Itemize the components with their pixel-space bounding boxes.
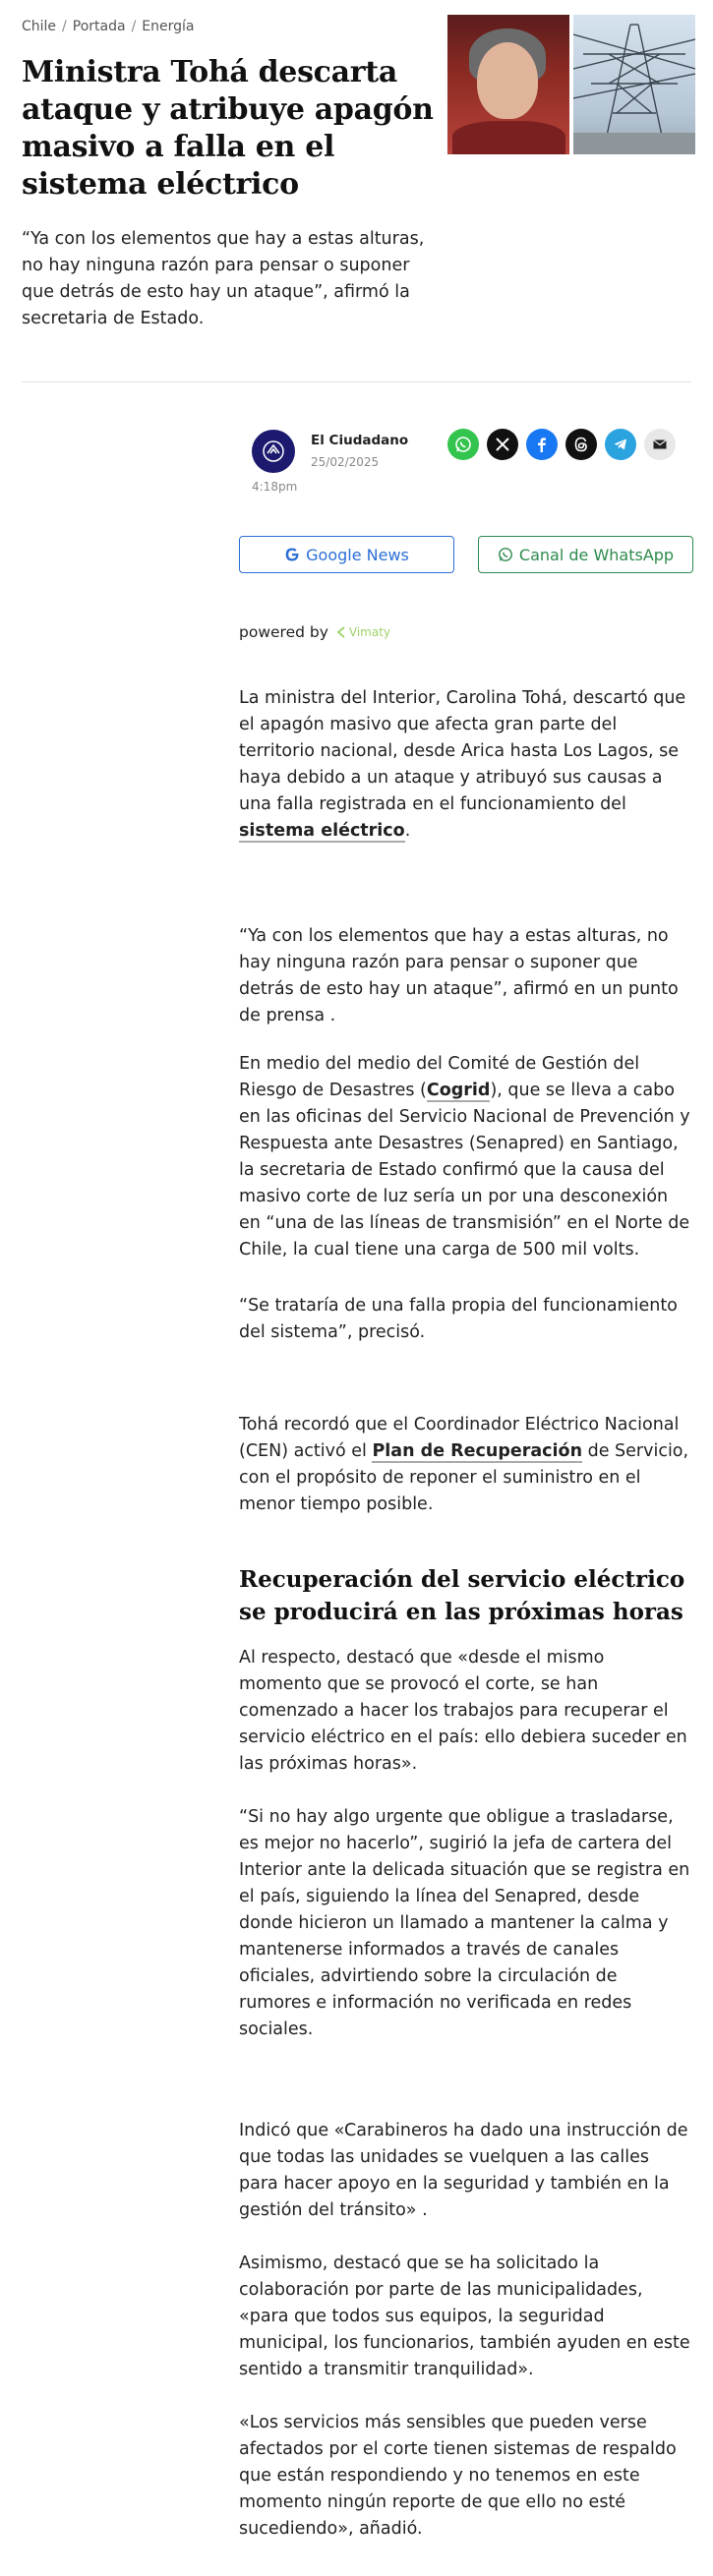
publish-date: 25/02/2025	[311, 455, 380, 469]
publish-time: 4:18pm	[252, 480, 298, 494]
google-icon	[284, 547, 300, 562]
paragraph-text: En medio del medio del Comité de Gestión del Riesgo de Desastres (	[239, 1054, 640, 1100]
article-lede: “Ya con los elementos que hay a estas alturas, no hay ninguna razón para pensar o suponer que detrás de esto hay un ataque”, afirmó la secretaria de Estado.	[22, 229, 425, 328]
breadcrumb-item-energia[interactable]: Energía	[142, 19, 195, 34]
x-icon	[495, 437, 510, 452]
share-facebook-button[interactable]	[526, 429, 558, 460]
article-title: Ministra Tohá descarta ataque y atribuye apagón masivo a falla en el sistema eléctrico	[22, 55, 434, 202]
power-tower-image[interactable]	[573, 15, 695, 154]
breadcrumb-item-portada[interactable]: Portada	[72, 19, 126, 34]
vimaty-icon	[336, 626, 346, 638]
google-news-button[interactable]	[239, 536, 454, 573]
email-icon	[652, 437, 668, 452]
article-paragraph	[239, 685, 691, 845]
whatsapp-icon	[498, 547, 513, 562]
share-email-button[interactable]	[644, 429, 676, 460]
breadcrumb-separator: /	[62, 19, 67, 34]
share-x-button[interactable]	[487, 429, 518, 460]
article-paragraph: “Si no hay algo urgente que obligue a trasladarse, es mejor no hacerlo”, sugirió la jefa de cartera del Interior ante la delicada situación que se registra en el país, siguiendo la línea del Senapred, desde donde hicieron un llamado a mantener la calma y mantenerse informados a través de canales oficiales, advirtiendo sobre la circulación de rumores e información no verificada en redes sociales.	[239, 1807, 690, 2039]
share-whatsapp-button[interactable]	[447, 429, 479, 460]
article-paragraph: “Se trataría de una falla propia del funcionamiento del sistema”, precisó.	[239, 1296, 678, 1342]
share-telegram-button[interactable]	[605, 429, 636, 460]
vimaty-brand: Vimaty	[348, 625, 391, 639]
vimaty-logo[interactable]	[336, 625, 390, 639]
breadcrumb	[22, 19, 195, 34]
google-news-label: Google News	[306, 545, 409, 564]
breadcrumb-item-chile[interactable]: Chile	[22, 19, 57, 34]
paragraph-text: ), que se lleva a cabo en las oficinas del Servicio Nacional de Prevención y Respuesta ante Desastres (Senapred) en Santiago, la secretaria de Estado confirmó que la causa del masivo corte de luz sería un por una desconexión en “una de las líneas de transmisión” en el Norte de Chile, la cual tiene una carga de 500 mil volts.	[239, 1081, 690, 1259]
article-paragraph: «Los servicios más sensibles que pueden verse afectados por el corte tienen sistemas de respaldo que están respondiendo y no tenemos en este momento ningún reporte de que ello no esté sucediendo», añadió.	[239, 2413, 677, 2539]
paragraph-text: Tohá recordó que el Coordinador Eléctrico Nacional (CEN) activó el	[239, 1415, 680, 1461]
paragraph-text: .	[404, 821, 411, 841]
powered-by	[239, 623, 390, 641]
whatsapp-icon	[454, 436, 472, 453]
whatsapp-channel-button[interactable]	[478, 536, 693, 573]
link-plan-de-recuperacion[interactable]: Plan de Recuperación	[372, 1441, 583, 1461]
article-paragraph: Asimismo, destacó que se ha solicitado la colaboración por parte de las municipalidades, «para que todos sus equipos, la seguridad municipal, los funcionarios, también ayuden en este sentido a transmitir tranquilidad».	[239, 2254, 690, 2379]
link-sistema-electrico[interactable]: sistema eléctrico	[239, 821, 405, 841]
section-divider	[22, 381, 691, 382]
threads-icon	[572, 436, 590, 453]
article-paragraph	[239, 1051, 691, 1263]
link-cogrid[interactable]: Cogrid	[426, 1081, 491, 1100]
minister-portrait-image[interactable]	[447, 15, 569, 154]
paragraph-text: La ministra del Interior, Carolina Tohá, descartó que el apagón masivo que afecta gran parte del territorio nacional, desde Arica hasta Los Lagos, se haya debido a un ataque y atribuyó sus causas a una falla registrada en el funcionamiento del	[239, 688, 686, 814]
article-paragraph	[239, 1412, 691, 1518]
article-paragraph: Al respecto, destacó que «desde el mismo momento que se provocó el corte, se han comenzado a hacer los trabajos para recuperar el servicio eléctrico en el país: ello debiera suceder en las próximas horas».	[239, 1648, 687, 1774]
article-paragraph: “Ya con los elementos que hay a estas alturas, no hay ninguna razón para pensar o suponer que detrás de esto hay un ataque”, afirmó en un punto de prensa .	[239, 926, 679, 1025]
author-name[interactable]: El Ciudadano	[311, 433, 409, 448]
paragraph-text: de Servicio, con el propósito de reponer el suministro en el menor tiempo posible.	[239, 1441, 689, 1514]
share-threads-button[interactable]	[565, 429, 597, 460]
section-heading: Recuperación del servicio eléctrico se producirá en las próximas horas	[239, 1566, 685, 1625]
author-avatar[interactable]	[252, 430, 295, 473]
powered-by-label: powered by	[239, 623, 328, 641]
facebook-icon	[533, 436, 551, 453]
article-paragraph: Indicó que «Carabineros ha dado una instrucción de que todas las unidades se vuelquen a las calles para hacer apoyo en la seguridad y también en la gestión del tránsito» .	[239, 2121, 688, 2220]
author-logo-icon	[261, 439, 286, 464]
hero-images	[447, 15, 695, 154]
telegram-icon	[612, 436, 629, 453]
breadcrumb-separator: /	[131, 19, 137, 34]
whatsapp-channel-label: Canal de WhatsApp	[518, 545, 675, 564]
